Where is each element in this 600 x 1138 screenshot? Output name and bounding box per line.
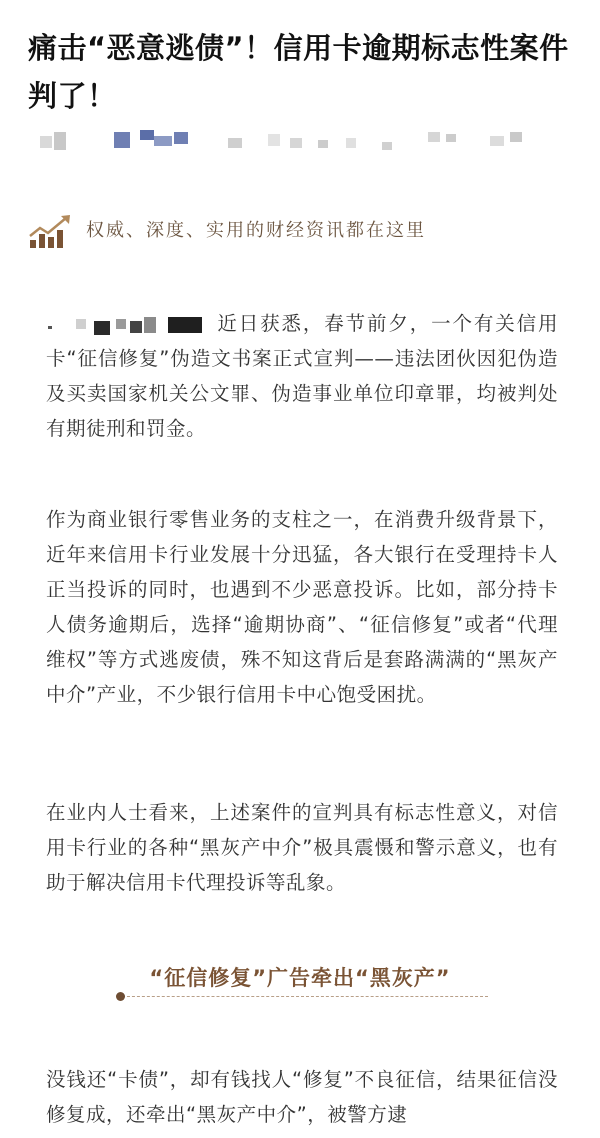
tagline-text: 权威、深度、实用的财经资讯都在这里 [86,220,426,241]
redacted-source [46,315,214,335]
article-paragraph-2: 作为商业银行零售业务的支柱之一，在消费升级背景下，近年来信用卡行业发展十分迅猛，各大银行在受理持卡人正当投诉的同时，也遇到不少恶意投诉。比如，部分持卡人债务逾期后，选择“逾期协商”、“征信修复”或者“代理维权”等方式逃废债，殊不知这背后是套路满满的“黑灰产中介”产业，不少银行信用卡中心饱受困扰。 [46,508,558,706]
article-title: 痛击“恶意逃债”！信用卡逾期标志性案件判了！ [28,31,569,113]
article-meta-redacted [0,128,600,158]
paragraph-1-text: 近日获悉，春节前夕，一个有关信用卡“征信修复”伪造文书案正式宣判——违法团伙因犯伪造及买卖国家机关公文罪、伪造事业单位印章罪，均被判处有期徒刑和罚金。 [46,312,558,440]
section-divider-line [122,996,488,997]
trend-chart-icon [28,214,76,250]
article-paragraph-3: 在业内人士看来，上述案件的宣判具有标志性意义，对信用卡行业的各种“黑灰产中介”极具震慑和警示意义，也有助于解决信用卡代理投诉等乱象。 [46,801,558,894]
tagline [28,214,576,254]
article-paragraph-4: 没钱还“卡债”，却有钱找人“修复”不良征信，结果征信没修复成，还牵出“黑灰产中介”，被警方逮 [46,1068,558,1126]
section-heading: “征信修复”广告牵出“黑灰产” [149,966,451,990]
section-divider-dot [116,992,125,1001]
article-paragraph-1 [46,306,558,446]
